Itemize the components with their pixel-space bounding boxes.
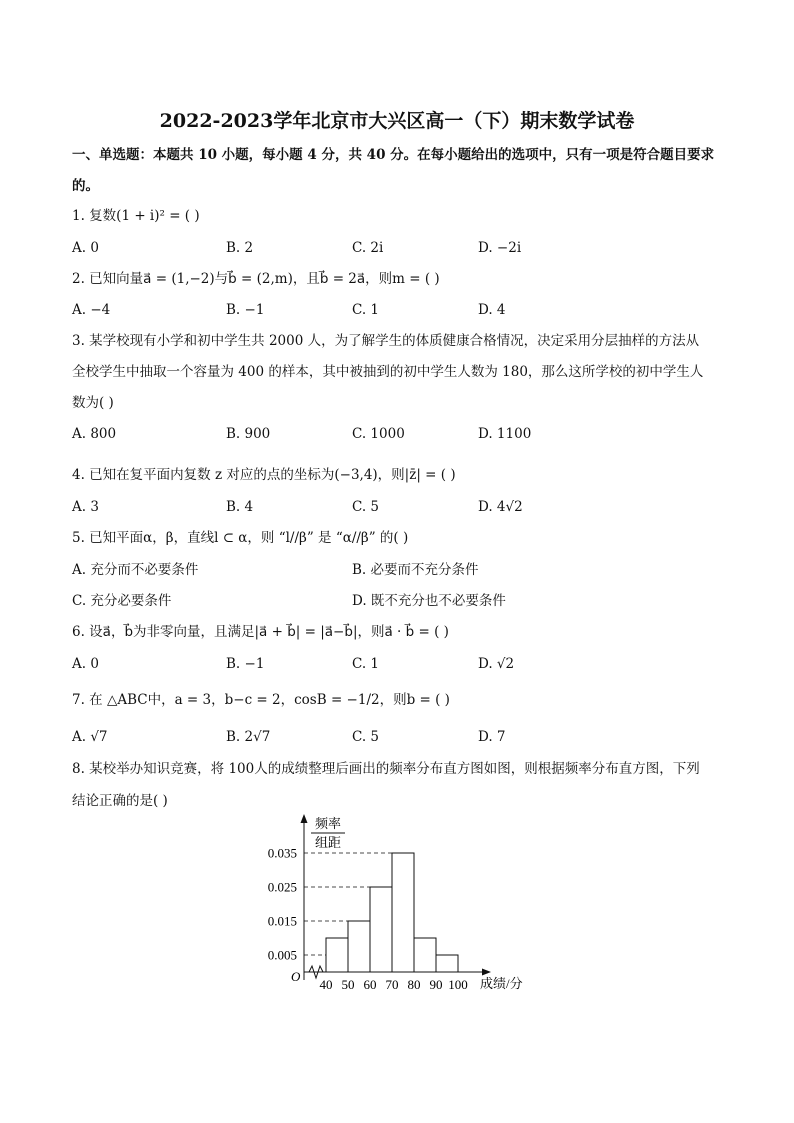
q5-stem: 5. 已知平面α，β，直线l ⊂ α，则 “l//β” 是 “α//β” 的( ) (72, 530, 409, 546)
q6-stem: 6. 设a⃗，b⃗为非零向量，且满足|a⃗ + b⃗| = |a⃗−b⃗|，则a⃗ · b⃗ = ( ) (72, 624, 449, 640)
q1-option-b: B. 2 (226, 240, 254, 256)
histogram-bar-90-100 (436, 955, 458, 972)
q2-option-a: A. −4 (72, 302, 111, 318)
y-tick-label: 0.035 (267, 845, 297, 861)
q4-option-a: A. 3 (72, 499, 99, 515)
x-axis-arrow (482, 969, 491, 976)
x-axis-title: 成绩/分 (480, 976, 523, 991)
q5-option-c: C. 充分必要条件 (72, 593, 172, 609)
x-tick-label: 100 (448, 977, 468, 992)
q8-stem-line2: 结论正确的是( ) (72, 793, 168, 809)
q3-option-a: A. 800 (72, 426, 117, 442)
q1-stem: 1. 复数(1 + i)² = ( ) (72, 208, 200, 224)
q8-stem-line1: 8. 某校举办知识竞赛，将 100人的成绩整理后画出的频率分布直方图如图，则根据频率分布直方图，下列 (72, 761, 700, 777)
q5-option-b: B. 必要而不充分条件 (352, 562, 479, 578)
x-tick-label: 90 (429, 977, 443, 992)
q3-stem-line1: 3. 某学校现有小学和初中学生共 2000 人，为了解学生的体质健康合格情况，决定采用分层抽样的方法从 (72, 333, 700, 349)
q4-stem: 4. 已知在复平面内复数 z 对应的点的坐标为(−3,4)，则|z̄| = ( ) (72, 467, 456, 483)
q6-option-a: A. 0 (72, 656, 99, 672)
section-header-line2: 的。 (72, 178, 99, 194)
q4-option-b: B. 4 (226, 499, 254, 515)
y-axis-arrow (301, 814, 308, 823)
q2-option-c: C. 1 (352, 302, 380, 318)
q7-option-b: B. 2√7 (226, 729, 271, 745)
q7-option-c: C. 5 (352, 729, 380, 745)
q3-option-b: B. 900 (226, 426, 271, 442)
y-tick-label: 0.005 (267, 947, 297, 963)
axis-break (309, 966, 323, 978)
histogram-bar-60-70 (370, 887, 392, 972)
q1-option-c: C. 2i (352, 240, 384, 256)
q2-option-b: B. −1 (226, 302, 265, 318)
q6-option-c: C. 1 (352, 656, 380, 672)
origin-label: O (291, 969, 301, 984)
histogram-bar-40-50 (326, 938, 348, 972)
q4-option-c: C. 5 (352, 499, 380, 515)
q5-option-a: A. 充分而不必要条件 (72, 562, 199, 578)
q3-stem-line2: 全校学生中抽取一个容量为 400 的样本，其中被抽到的初中学生人数为 180，那么这所学校的初中学生人 (72, 364, 704, 380)
x-tick-label: 50 (341, 977, 355, 992)
x-tick-label: 40 (319, 977, 333, 992)
q3-stem-line3: 数为( ) (72, 395, 114, 411)
q3-option-d: D. 1100 (478, 426, 532, 442)
q6-option-d: D. √2 (478, 656, 515, 672)
q2-option-d: D. 4 (478, 302, 506, 318)
ylabel-bottom: 组距 (314, 835, 342, 850)
x-tick-label: 80 (407, 977, 421, 992)
q3-option-c: C. 1000 (352, 426, 405, 442)
q1-option-a: A. 0 (72, 240, 99, 256)
q7-option-a: A. √7 (72, 729, 108, 745)
ylabel-top: 频率 (314, 816, 342, 831)
histogram-bar-80-90 (414, 938, 436, 972)
x-tick-label: 70 (385, 977, 399, 992)
y-tick-label: 0.025 (267, 879, 297, 895)
q4-option-d: D. 4√2 (478, 499, 523, 515)
x-tick-label: 60 (363, 977, 377, 992)
q7-option-d: D. 7 (478, 729, 506, 745)
y-tick-label: 0.015 (267, 913, 297, 929)
q2-stem: 2. 已知向量a⃗ = (1,−2)与b⃗ = (2,m)，且b⃗ = 2a⃗，则m = ( ) (72, 271, 440, 287)
histogram-bar-70-80 (392, 853, 414, 972)
page-title: 2022-2023学年北京市大兴区高一（下）期末数学试卷 (159, 110, 635, 132)
section-header-line1: 一、单选题：本题共 10 小题，每小题 4 分，共 40 分。在每小题给出的选项中，只有一项是符合题目要求 (72, 147, 715, 163)
q5-option-d: D. 既不充分也不必要条件 (352, 593, 506, 609)
q7-stem: 7. 在 △ABC中，a = 3，b−c = 2，cosB = −1/2，则b = ( ) (72, 692, 450, 708)
q6-option-b: B. −1 (226, 656, 265, 672)
histogram-bar-50-60 (348, 921, 370, 972)
q1-option-d: D. −2i (478, 240, 522, 256)
